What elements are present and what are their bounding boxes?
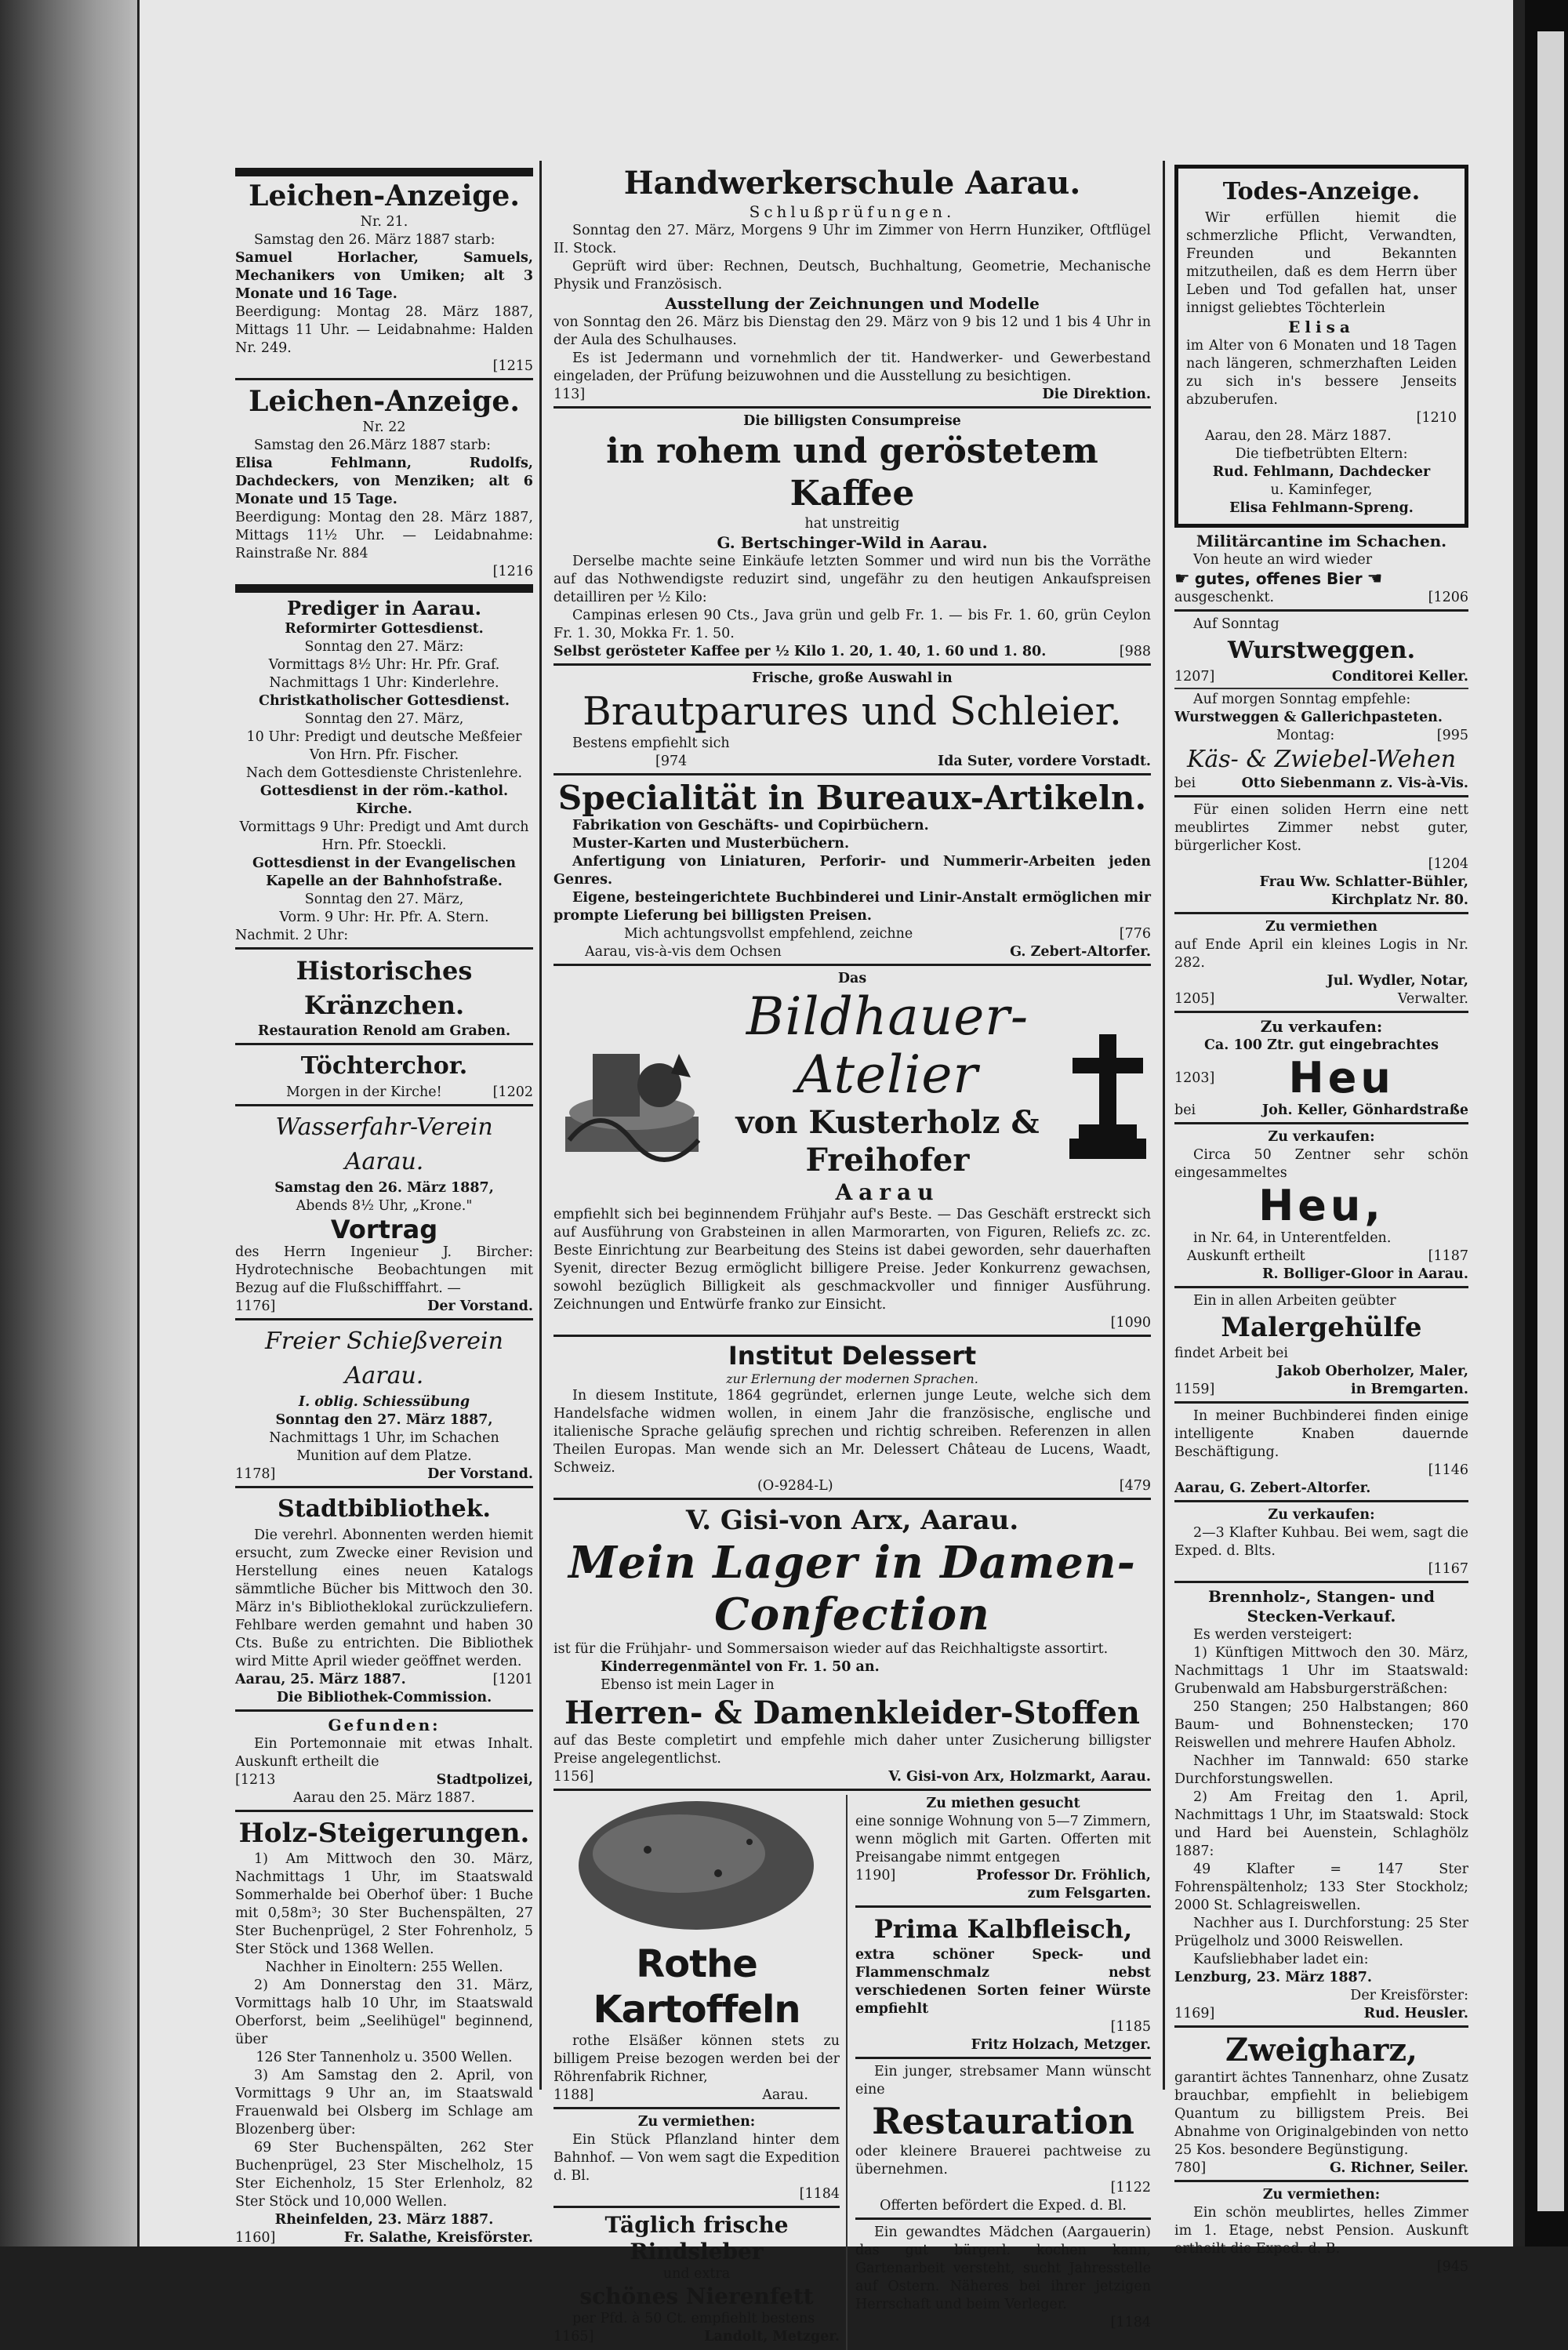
text: Vormittags 9 Uhr: Predigt und Amt durch Hrn. Pfr. Stoeckli.: [239, 819, 529, 853]
text: 2) Am Donnerstag den 31. März, Vormittags halb 10 Uhr, im Staatswald Oberforst, beim „Seelihügel" beginnend, über: [235, 1978, 533, 2047]
text: Nachmittags 1 Uhr, im Schachen: [269, 1430, 499, 1446]
text: Derselbe machte seine Einkäufe letzten Sommer und wird nun bis the Vorräthe auf das Nothwendigste reduzirt sind, ungefähr zu den heutigen Ankaufspreisen detailliren per ½ Kilo:: [554, 554, 1151, 605]
text: rothe Elsäßer können stets zu billigem Preise bezogen werden bei der Röhrenfabrik Richner,: [554, 2033, 840, 2085]
text: In diesem Institute, 1864 gegründet, erlernen junge Leute, welche sich dem Handelsfache widmen wollen, in einem Jahr die französische, englische und italienische Sprache geläufig sprechen und richtig schreiben. Referenzen in allen Theilen Europas. Man wende sich an Mr. Delessert Château de Lucens, Waadt, Schweiz.: [554, 1388, 1151, 1476]
heading: Brennholz-, Stangen- und Stecken-Verkauf.: [1207, 1587, 1436, 1625]
signature: Conditorei Keller.: [1331, 669, 1468, 685]
ad-code: [1215: [492, 358, 533, 374]
bottom-ads-left: [554, 1795, 848, 2350]
pointing-hand-icon: ☚: [1367, 569, 1383, 589]
wohnung-gesucht-ad: [855, 1795, 1151, 1908]
ad-code: [1184: [799, 2186, 840, 2202]
text: Anfertigung von Liniaturen, Perforir- und Nummerir-Arbeiten jeden Genres.: [554, 854, 1151, 888]
text: 250 Stangen; 250 Halbstangen; 860 Baum- und Bohnenstecken; 170 Reiswellen und mehrere Haufen Abholz.: [1174, 1699, 1468, 1751]
text: Ca. 100 Ztr. gut eingebrachtes: [1204, 1037, 1439, 1053]
subheading: Christkatholischer Gottesdienst.: [259, 693, 510, 709]
heading: Holz-Steigerungen.: [238, 1818, 530, 1849]
text: Geprüft wird über: Rechnen, Deutsch, Buchhaltung, Geometrie, Mechanische Physik und Französisch.: [554, 259, 1151, 292]
signature: Elisa Fehlmann-Spreng.: [1229, 500, 1414, 516]
text: Nachher in Einoltern: 255 Wellen.: [265, 1960, 503, 1975]
text: extra schöner Speck- und Flammenschmalz nebst verschiedenen Sorten feiner Würste empfiehlt: [855, 1947, 1151, 2017]
text: Samstag den 26. März 1887,: [274, 1180, 494, 1196]
heading: Leichen-Anzeige.: [249, 385, 520, 418]
text: eine sonnige Wohnung von 5—7 Zimmern, wenn möglich mit Garten. Offerten mit Preisangabe nimmt entgegen: [855, 1814, 1151, 1865]
firm-name: von Kusterholz & Freihofer: [735, 1104, 1040, 1179]
signature: Verwalter.: [1397, 991, 1468, 1007]
handwerkerschule-ad: [554, 165, 1151, 409]
number: Nr. 22: [362, 420, 406, 435]
text: Wurstweggen & Gallerichpasteten.: [1174, 710, 1443, 725]
pointing-hand-icon: ☛: [1174, 569, 1190, 589]
text: Sonntag den 27. März 1887,: [275, 1412, 493, 1428]
ad-code: 1159]: [1174, 1382, 1215, 1397]
ad-code: [995: [1436, 728, 1468, 743]
date: Aarau den 25. März 1887.: [292, 1790, 476, 1806]
zimmer-vermiethen-ad: [1174, 2186, 1468, 2276]
signature: Der Vorstand.: [427, 1298, 533, 1314]
heading: Heu: [1288, 1053, 1395, 1102]
text: des Herrn Ingenieur J. Bircher: Hydrotechnische Beobachtungen mit Bezug auf die Flußschifffahrt. —: [235, 1244, 533, 1296]
newspaper-page: [140, 0, 1513, 2345]
signature: Otto Siebenmann z. Vis-à-Vis.: [1241, 775, 1468, 791]
text: Nachher aus I. Durchforstung: 25 Ster Prügelholz und 3000 Reiswellen.: [1174, 1916, 1468, 1949]
ad-code: 113]: [554, 387, 586, 402]
signature: G. Zebert-Altorfer.: [1010, 944, 1151, 960]
heading: Zu verkaufen:: [1268, 1129, 1375, 1145]
heading: Gefunden:: [328, 1716, 441, 1734]
text: 69 Ster Buchenspälten, 262 Ster Buchenprügel, 23 Ster Mischelholz, 15 Ster Eichenholz, 15 Ster Erlenholz, 82 Ster Stöck und 10,000 Wellen.: [235, 2140, 533, 2210]
text: hat unstreitig: [804, 516, 900, 532]
logis-ad: [1174, 918, 1468, 1013]
text: Von heute an wird wieder: [1193, 552, 1373, 568]
kuhbau-ad: [1174, 1506, 1468, 1583]
text: Vortrag: [330, 1215, 438, 1244]
signature: Professor Dr. Fröhlich, zum Felsgarten.: [976, 1868, 1151, 1901]
column-1: [235, 165, 533, 2251]
ad-code: 1160]: [235, 2230, 276, 2246]
number: Nr. 21.: [360, 214, 408, 230]
zimmer-kost-ad: [1174, 801, 1468, 914]
text: Das: [837, 971, 867, 986]
text: Sonntag den 27. März,: [304, 711, 464, 727]
ad-code: 1190]: [855, 1868, 896, 1883]
ad-code: [1201: [492, 1672, 533, 1687]
heading: Todes-Anzeige.: [1222, 178, 1421, 205]
gisi-von-arx-ad: [554, 1504, 1151, 1791]
heading: Historisches Kränzchen.: [296, 956, 473, 1020]
text: Vorm. 9 Uhr: Hr. Pfr. A. Stern.: [279, 910, 489, 925]
pflanzland-ad: [554, 2113, 840, 2208]
heading: Wurstweggen.: [1227, 637, 1416, 664]
ad-code: [1122: [1110, 2180, 1151, 2196]
wurstweggen-ad: [1174, 616, 1468, 797]
text: Für einen soliden Herrn eine nett meublirtes Zimmer nebst guter, bürgerlicher Kost.: [1174, 802, 1468, 854]
text: I. oblig. Schiessübung: [298, 1394, 470, 1410]
ad-code: 1188]: [554, 2087, 594, 2103]
heading: Stadtbibliothek.: [278, 1495, 491, 1523]
signature: Fr. Salathe, Kreisförster.: [343, 2230, 533, 2246]
institut-delessert-ad: [554, 1341, 1151, 1500]
text: Beerdigung: Montag den 28. März 1887, Mittags 11½ Uhr. — Leidabnahme: Rainstraße Nr. 884: [235, 510, 533, 561]
text: Die tiefbetrübten Eltern:: [1235, 446, 1408, 462]
heading: Brautparures und Schleier.: [583, 688, 1122, 734]
ad-code: [1202: [492, 1084, 533, 1100]
text: Abends 8½ Uhr, „Krone.": [296, 1198, 473, 1214]
signature: Ida Suter, vordere Vorstadt.: [938, 754, 1151, 769]
text: Mich achtungsvollst empfehlend, zeichne: [624, 926, 913, 942]
ad-code: [1210: [1416, 410, 1457, 426]
bildhauer-atelier-ad: [554, 970, 1151, 1337]
signature: Aarau, G. Zebert-Altorfer.: [1174, 1480, 1371, 1496]
signature: Der Kreisförster:: [1350, 1988, 1468, 2003]
text: Offerten befördert die Exped. d. Bl.: [880, 2198, 1127, 2214]
text: Selbst gerösteter Kaffee per ½ Kilo 1. 20, 1. 40, 1. 60 und 1. 80.: [554, 644, 1047, 659]
ad-code: 1205]: [1174, 991, 1215, 1007]
heading: Zweigharz,: [1225, 2032, 1417, 2069]
malergehuelfe-ad: [1174, 1292, 1468, 1404]
text: Kinderregenmäntel von Fr. 1. 50 an.: [601, 1659, 880, 1675]
signature: Fritz Holzach, Metzger.: [971, 2037, 1151, 2053]
heading: in rohem und geröstetem Kaffee: [606, 431, 1098, 514]
holz-steigerungen-notice: [235, 1816, 533, 2247]
place: Aarau: [835, 1179, 940, 1205]
text: Auf Sonntag: [1193, 616, 1279, 632]
restauration-ad: [855, 2063, 1151, 2220]
text: Fabrikation von Geschäfts- und Copirbüchern.: [572, 818, 929, 834]
potato-illustration: [554, 1795, 840, 1936]
text: Es werden versteigert:: [1193, 1627, 1352, 1643]
schiessverein-notice: [235, 1324, 533, 1488]
signature: u. Kaminfeger,: [1270, 482, 1373, 498]
text: 2) Am Freitag den 1. April, Nachmittags 1 Uhr, im Staatswald: Stock und Hard bei Auenstein, Schlaghölz 1887:: [1174, 1789, 1468, 1859]
heading: Herren- & Damenkleider-Stoffen: [564, 1694, 1140, 1731]
text: Auf morgen Sonntag empfehle:: [1193, 692, 1411, 707]
heading: Zu vermiethen:: [637, 2114, 756, 2130]
text: Eigene, besteingerichtete Buchbinderei und Linir-Anstalt ermöglichen mir prompte Lieferung bei billigsten Preisen.: [554, 890, 1151, 924]
column-rule-right: [1163, 161, 1165, 2090]
ad-code: 780]: [1174, 2160, 1207, 2176]
text: und extra: [662, 2266, 731, 2282]
signature: Joh. Keller, Gönhardstraße: [1261, 1102, 1468, 1118]
text: Frische, große Auswahl in: [752, 670, 953, 686]
text: ist für die Frühjahr- und Sommersaison wieder auf das Reichhaltigste assortirt.: [554, 1641, 1109, 1657]
kraenzchen-notice: [235, 953, 533, 1045]
text: Vormittags 8½ Uhr: Hr. Pfr. Graf.: [268, 657, 500, 673]
subheading: Gottesdienst in der Evangelischen Kapelle an der Bahnhofstraße.: [252, 855, 516, 889]
heading: Zu vermiethen:: [1262, 2187, 1381, 2203]
signature: V. Gisi-von Arx, Holzmarkt, Aarau.: [888, 1769, 1151, 1785]
signature: Rud. Heusler.: [1363, 2006, 1468, 2021]
gefunden-notice: [235, 1716, 533, 1812]
ad-code: [988: [1119, 644, 1151, 659]
text: oder kleinere Brauerei pachtweise zu übernehmen.: [855, 2144, 1151, 2177]
ad-code: [1187: [1428, 1248, 1468, 1264]
firm-name: V. Gisi-von Arx, Aarau.: [685, 1505, 1019, 1536]
signature: G. Richner, Seiler.: [1330, 2160, 1468, 2176]
sculpture-illustration: [554, 1030, 710, 1164]
text: Sonntag den 27. März, Morgens 9 Uhr im Zimmer von Herrn Hunziker, Oftflügel II. Stock.: [554, 223, 1151, 256]
text: Es ist Jedermann und vornehmlich der tit. Handwerker- und Gewerbestand eingeladen, der Prüfung beizuwohnen und die Ausstellung zu besichtigen.: [554, 351, 1151, 384]
heading: Militärcantine im Schachen.: [1196, 532, 1447, 550]
ad-code: [1204: [1428, 856, 1468, 872]
heading: Leichen-Anzeige.: [249, 180, 520, 212]
kalbfleisch-ad: [855, 1912, 1151, 2059]
ad-code: [1206: [1428, 590, 1468, 605]
text: Auskunft ertheilt: [1187, 1248, 1305, 1264]
date: Aarau, 25. März 1887.: [235, 1672, 406, 1687]
ad-code: 1169]: [1174, 2006, 1215, 2021]
book-edge-left: [0, 0, 137, 2246]
heading: Wasserfahr-Verein Aarau.: [275, 1113, 493, 1175]
heading: schönes Nierenfett: [579, 2283, 814, 2309]
text: Ein Portemonnaie mit etwas Inhalt. Auskunft ertheilt die: [235, 1736, 533, 1770]
ad-code: [1216: [492, 564, 533, 579]
text: gutes, offenes Bier: [1194, 569, 1363, 588]
heading: Heu,: [1258, 1181, 1385, 1230]
militaercantine-ad: [1174, 532, 1468, 612]
heading: Malergehülfe: [1221, 1312, 1422, 1343]
bureau-artikel-ad: [554, 779, 1151, 966]
heading: Bildhauer-Atelier: [746, 986, 1029, 1105]
signature: Landolt, Metzger.: [704, 2329, 840, 2345]
subheading: Reformirter Gottesdienst.: [285, 621, 484, 637]
ad-code: [1184: [1110, 2315, 1151, 2330]
heu-ad-2: [1174, 1128, 1468, 1288]
text: bei: [1174, 775, 1196, 791]
subheading: Gottesdienst in der röm.-kathol. Kirche.: [260, 783, 509, 817]
text: Restauration Renold am Graben.: [257, 1023, 511, 1039]
text: Morgen in der Kirche!: [285, 1084, 442, 1100]
bottom-ads-right: [855, 1795, 1151, 2350]
ad-code: 1176]: [235, 1298, 276, 1314]
heading: Käs- & Zwiebel-Wehen: [1186, 746, 1457, 773]
heading: Töchterchor.: [300, 1052, 468, 1080]
text: im Alter von 6 Monaten und 18 Tagen nach längeren, schmerzhaften Leiden zu sich in's bessere Jenseits abzuberufen.: [1186, 338, 1457, 408]
heading: Mein Lager in Damen-Confection: [568, 1537, 1136, 1640]
wasserfahr-notice: [235, 1110, 533, 1320]
heading: Täglich frische Rindsleber: [604, 2212, 789, 2265]
kaffee-ad: [554, 412, 1151, 666]
text: garantirt ächtes Tannenharz, ohne Zusatz brauchbar, empfiehlt in beliebigem Quantum zu billigstem Preis. Bei Abnahme von Originalgebinden von netto 25 Kos. besondere Begünstigung.: [1174, 2070, 1468, 2158]
maedchen-ad: [855, 2224, 1151, 2332]
text: Nachmittags 1 Uhr: Kinderlehre.: [269, 675, 499, 691]
ad-code: [974: [655, 754, 688, 769]
signature: Die Bibliothek-Commission.: [276, 1690, 492, 1705]
column-rule-left: [539, 161, 542, 2090]
ad-code: [1146: [1428, 1462, 1468, 1478]
text: empfiehlt sich bei beginnendem Frühjahr auf's Beste. — Das Geschäft erstreckt sich auf Ausführung von Grabsteinen in allen Marmorarten, von Figuren, Reliefs zc. zc. Beste Einrichtung zur Bearbeitung des Steins ist dabei geworden, sehr dauerhaften Syenit, directer Bezug ermöglicht billigere Preise. Jeder Konkurrenz gewachsen, sowohl bezüglich Billigkeit als geschmackvoller und finniger Ausführung. Zeichnungen und Entwürfe franko zur Einsicht.: [554, 1207, 1151, 1313]
text: bei: [1174, 1102, 1196, 1118]
prediger-notice: [235, 597, 533, 950]
ref-code: (O-9284-L): [757, 1478, 833, 1494]
brautparures-ad: [554, 670, 1151, 775]
place: Aarau.: [762, 2087, 808, 2103]
text: Ein Stück Pflanzland hinter dem Bahnhof. — Von wem sagt die Expedition d. Bl.: [554, 2132, 840, 2184]
leichen-anzeige-22: [235, 384, 533, 593]
text: per Pfd. à 50 Ct. empfiehlt bestens: [572, 2311, 815, 2326]
text: Munition auf dem Platze.: [296, 1448, 472, 1464]
ad-code: 1207]: [1174, 669, 1215, 685]
toechterchor-notice: [235, 1049, 533, 1106]
text: von Sonntag den 26. März bis Dienstag den 29. März von 9 bis 12 und 1 bis 4 Uhr in der Aula des Schulhauses.: [554, 314, 1151, 348]
text: Ein junger, strebsamer Mann wünscht eine: [855, 2064, 1151, 2098]
ad-code: 1178]: [235, 1466, 276, 1482]
heading: Zu verkaufen:: [1268, 1507, 1375, 1523]
brennholz-ad: [1174, 1587, 1468, 2028]
text: Nachher im Tannwald: 650 starke Durchforstungswellen.: [1174, 1753, 1468, 1787]
text: Von Hrn. Pfr. Fischer.: [309, 747, 459, 763]
heading: Handwerkerschule Aarau.: [623, 165, 1081, 202]
heading: Zu miethen gesucht: [926, 1796, 1080, 1811]
stadtbibliothek-notice: [235, 1492, 533, 1712]
subheading: Ausstellung der Zeichnungen und Modelle: [665, 294, 1040, 313]
text: Circa 50 Zentner sehr schön eingesammeltes: [1174, 1147, 1468, 1181]
todes-anzeige: [1174, 165, 1468, 528]
text: Beerdigung: Montag 28. März 1887, Mittags 11 Uhr. — Leidabnahme: Halden Nr. 249.: [235, 304, 533, 356]
column-2: [554, 165, 1151, 2350]
heading: Zu vermiethen: [1265, 919, 1378, 935]
kartoffeln-ad: [554, 1795, 840, 2109]
bottom-ads-row: [554, 1795, 1151, 2350]
text: Kaufsliebhaber ladet ein:: [1193, 1952, 1369, 1967]
signature: Stadtpolizei,: [436, 1772, 533, 1788]
text: findet Arbeit bei: [1174, 1346, 1289, 1361]
text: Montag:: [1276, 728, 1335, 743]
ad-code: 1156]: [554, 1769, 594, 1785]
text: 1) Künftigen Mittwoch den 30. März, Nachmittags 1 Uhr im Staatswald: Grubenwald am Habsburgersträßchen:: [1174, 1645, 1468, 1697]
text: Die billigsten Consumpreise: [743, 413, 961, 429]
heading: Prediger in Aarau.: [286, 597, 481, 619]
subheading: zur Erlernung der modernen Sprachen.: [726, 1371, 978, 1386]
text: Wir erfüllen hiemit die schmerzliche Pflicht, Verwandten, Freunden und Bekannten mitzutheilen, daß es dem Herrn über Leben und Tod gefallen hat, unser innigst geliebtes Töchterlein: [1186, 210, 1457, 316]
text: in Nr. 64, in Unterentfelden.: [1193, 1230, 1392, 1246]
heu-ad-1: [1174, 1017, 1468, 1124]
text: Campinas erlesen 90 Cts., Java grün und gelb Fr. 1. — bis Fr. 1. 60, grün Ceylon Fr. 1. 30, Mokka Fr. 1. 50.: [554, 608, 1151, 641]
text: Muster-Karten und Musterbüchern.: [572, 836, 850, 852]
date: Rheinfelden, 23. März 1887.: [274, 2212, 494, 2228]
column-3: [1174, 165, 1468, 2280]
date: Aarau, den 28. März 1887.: [1205, 428, 1392, 444]
text: 126 Ster Tannenholz u. 3500 Wellen.: [256, 2050, 513, 2065]
subheading: Schlußprüfungen.: [749, 202, 956, 221]
signature: in Bremgarten.: [1351, 1382, 1468, 1397]
name: Elisa: [1288, 318, 1355, 336]
signature: Jakob Oberholzer, Maler,: [1276, 1364, 1468, 1379]
text: 49 Klafter = 147 Ster Fohrenspältenholz; 133 Ster Stockholz; 2000 St. Schlagreiswellen.: [1174, 1861, 1468, 1913]
text: Aarau, vis-à-vis dem Ochsen: [585, 944, 782, 960]
signature: R. Bolliger-Gloor in Aarau.: [1262, 1266, 1468, 1282]
firm-name: G. Bertschinger-Wild in Aarau.: [717, 533, 988, 552]
text: Nach dem Gottesdienste Christenlehre.: [245, 765, 523, 781]
signature: Die Direktion.: [1042, 387, 1151, 402]
ad-code: [776: [1119, 926, 1151, 942]
heading: Rothe Kartoffeln: [593, 1942, 800, 2032]
knaben-ad: [1174, 1407, 1468, 1502]
text: Samstag den 26. März 1887 starb:: [254, 232, 495, 248]
heading: Institut Delessert: [728, 1341, 977, 1371]
text: ausgeschenkt.: [1174, 590, 1275, 605]
text: Elisa Fehlmann, Rudolfs, Dachdeckers, von Menziken; alt 6 Monate und 15 Tage.: [235, 456, 533, 507]
text: Samuel Horlacher, Samuels, Mechanikers von Umiken; alt 3 Monate und 16 Tage.: [235, 250, 533, 302]
text: 10 Uhr: Predigt und deutsche Meßfeier: [246, 729, 522, 745]
rindsleber-ad: [554, 2212, 840, 2346]
zweigharz-ad: [1174, 2032, 1468, 2182]
ad-code: [479: [1119, 1478, 1151, 1494]
ad-code: [1167: [1428, 1561, 1468, 1577]
text: Ein schön meublirtes, helles Zimmer im 1. Etage, nebst Pension. Auskunft ertheilt die Exped. d. B.: [1174, 2205, 1468, 2257]
text: Nachmit. 2 Uhr:: [235, 928, 349, 943]
text: 2—3 Klafter Kuhbau. Bei wem, sagt die Exped. d. Blts.: [1174, 1525, 1468, 1559]
text: 1) Am Mittwoch den 30. März, Nachmittags 1 Uhr, im Staatswald Sommerhalde bei Oberhof über: 1 Buche mit 0,58m³; 30 Ster Buchenspälten, 27 Ster Buchenprügel, 2 Ster Fohrenholz, 5 Ster Stöck und 1368 Wellen.: [235, 1851, 533, 1957]
text: Sonntag den 27. März:: [304, 639, 464, 655]
ad-code: [1185: [1110, 2019, 1151, 2035]
heading: Specialität in Bureaux-Artikeln.: [557, 779, 1147, 817]
ad-code: 1203]: [1174, 1070, 1215, 1086]
text: 3) Am Samstag den 2. April, von Vormittags 9 Uhr an, im Staatswald Frauenwald bei Olsberg im Schlage am Blozenberg über:: [235, 2068, 533, 2138]
ad-code: [1213: [235, 1772, 276, 1788]
heading: Zu verkaufen:: [1260, 1017, 1383, 1036]
signature: Rud. Fehlmann, Dachdecker: [1212, 464, 1431, 480]
cross-gravestone-icon: [1065, 1030, 1151, 1164]
book-edge-right: [1525, 0, 1568, 2246]
ad-code: [1090: [1110, 1315, 1151, 1331]
text: Ein gewandtes Mädchen (Aargauerin) das gut bürgerl. kochen kann, Gartenarbeit versteht, sucht Jahresstelle auf Ostern. Näheres bei ihrer jetzigen Herrschaft und beim Verleger.: [855, 2225, 1151, 2312]
text: Ein in allen Arbeiten geübter: [1193, 1293, 1396, 1309]
text: Sonntag den 27. März,: [304, 892, 464, 907]
text: Ebenso ist mein Lager in: [601, 1677, 775, 1693]
text: Die verehrl. Abonnenten werden hiemit ersucht, zum Zwecke einer Revision und Herstellung eines neuen Katalogs sämmtliche Bücher bis Mittwoch den 30. März in's Bibliotheklokal zurückzuliefern. Fehlbare werden gemahnt und haben 30 Cts. Buße zu entrichten. Die Bibliothek wird Mitte April wieder geöffnet werden.: [235, 1527, 533, 1669]
ad-code: 1165]: [554, 2329, 594, 2345]
text: Bestens empfiehlt sich: [572, 736, 730, 751]
heading: Prima Kalbfleisch,: [873, 1914, 1133, 1944]
date: Lenzburg, 23. März 1887.: [1174, 1970, 1372, 1985]
text: In meiner Buchbinderei finden einige intelligente Knaben dauernde Beschäftigung.: [1174, 1408, 1468, 1460]
heading: Restauration: [872, 2100, 1134, 2142]
text: auf das Beste completirt und empfehle mich daher unter Zusicherung billigster Preise angelegentlichst.: [554, 1733, 1151, 1767]
signature: Frau Ww. Schlatter-Bühler, Kirchplatz Nr. 80.: [1259, 874, 1468, 908]
heading: Freier Schießverein Aarau.: [265, 1328, 503, 1389]
text: auf Ende April ein kleines Logis in Nr. 282.: [1174, 937, 1468, 971]
leichen-anzeige-21: [235, 168, 533, 380]
signature: Der Vorstand.: [427, 1466, 533, 1482]
signature: Jul. Wydler, Notar,: [1327, 973, 1468, 989]
ad-code: [945: [1436, 2259, 1468, 2275]
text: Samstag den 26.März 1887 starb:: [254, 438, 491, 453]
